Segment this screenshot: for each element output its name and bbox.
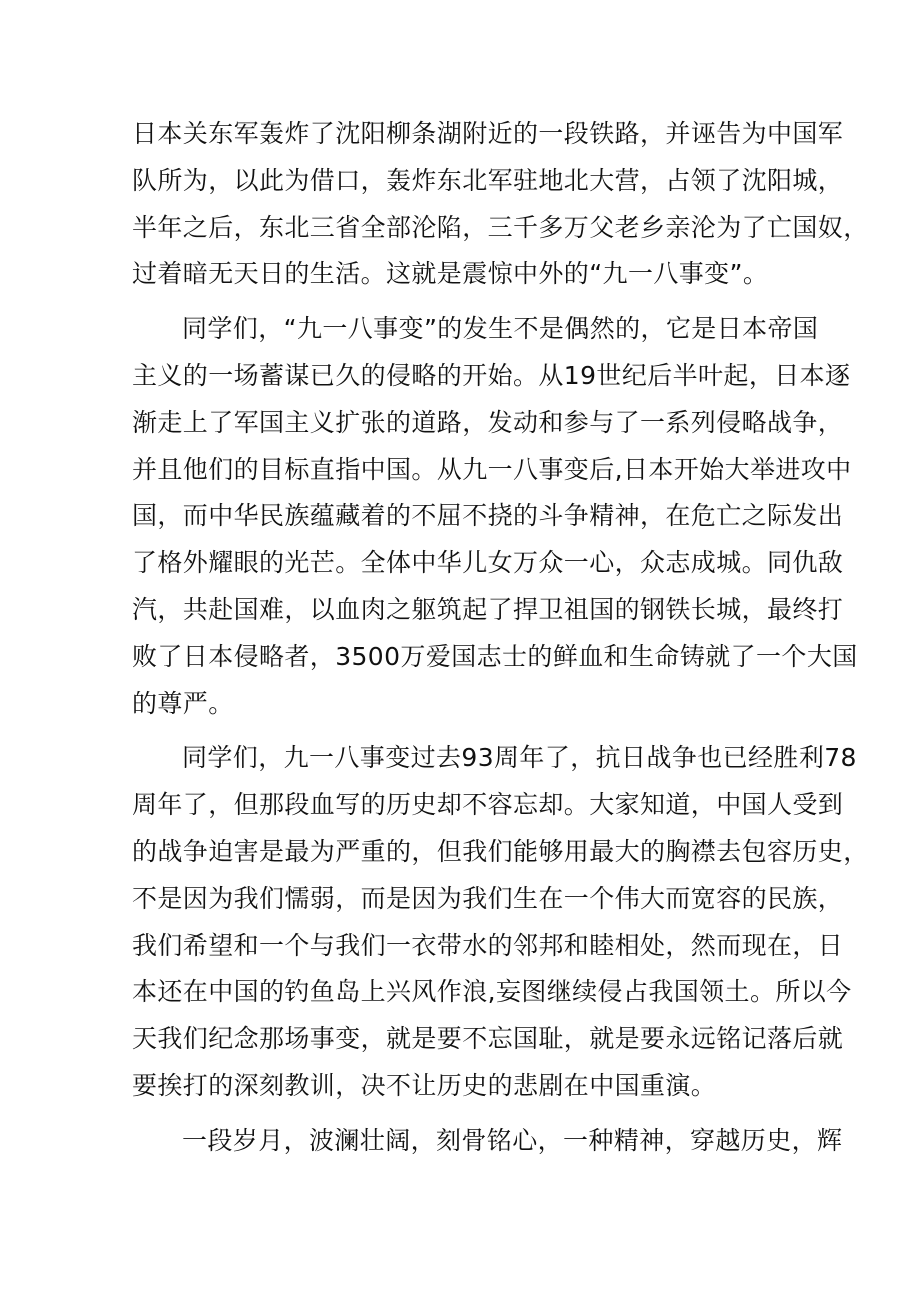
text-line: 同学们，九一八事变过去93周年了，抗日战争也已经胜利78 [182, 743, 857, 773]
text-line: 日本关东军轰炸了沈阳柳条湖附近的一段铁路，并诬告为中国军 [132, 119, 844, 148]
text-line: 渐走上了军国主义扩张的道路，发动和参与了一系列侵略战争， [132, 407, 844, 437]
paragraph [132, 1118, 843, 1165]
text-line: 要挨打的深刻教训，决不让历史的悲剧在中国重演。 [132, 1070, 717, 1100]
text-line: 一段岁月，波澜壮阔，刻骨铭心，一种精神，穿越历史，辉 [182, 1125, 843, 1155]
text-line: 半年之后，东北三省全部沦陷，三千多万父老乡亲沦为了亡国奴， [132, 212, 869, 242]
document-body [132, 111, 869, 1165]
text-line: 不是因为我们懦弱，而是因为我们生在一个伟大而宽容的民族， [132, 883, 844, 913]
text-line: 周年了，但那段血写的历史却不容忘却。大家知道，中国人受到 [132, 790, 844, 820]
paragraph [132, 735, 869, 1109]
text-line: 天我们纪念那场事变，就是要不忘国耻，就是要永远铭记落后就 [132, 1024, 844, 1054]
text-line: 队所为，以此为借口，轰炸东北军驻地北大营，占领了沈阳城， [132, 165, 844, 195]
text-line: 的尊严。 [132, 688, 234, 718]
text-line: 了格外耀眼的光芒。全体中华儿女万众一心，众志成城。同仇敌 [132, 548, 844, 578]
text-line: 并且他们的目标直指中国。从九一八事变后,日本开始大举进攻中 [132, 454, 852, 484]
text-line: 主义的一场蓄谋已久的侵略的开始。从19世纪后半叶起，日本逐 [132, 360, 851, 390]
text-line: 国，而中华民族蕴藏着的不屈不挠的斗争精神，在危亡之际发出 [132, 501, 844, 531]
text-line: 过着暗无天日的生活。这就是震惊中外的“九一八事变”。 [132, 259, 769, 289]
text-line: 本还在中国的钓鱼岛上兴风作浪,妄图继续侵占我国领土。所以今 [132, 977, 852, 1007]
text-line: 败了日本侵略者，3500万爱国志士的鲜血和生命铸就了一个大国 [132, 641, 858, 671]
paragraph [132, 111, 869, 298]
text-line: 我们希望和一个与我们一衣带水的邻邦和睦相处，然而现在，日 [132, 930, 844, 960]
paragraph [132, 306, 858, 727]
text-line: 同学们，“九一八事变”的发生不是偶然的，它是日本帝国 [182, 314, 819, 344]
text-line: 汽，共赴国难，以血肉之躯筑起了捍卫祖国的钢铁长城，最终打 [132, 594, 844, 624]
text-line: 的战争迫害是最为严重的，但我们能够用最大的胸襟去包容历史， [132, 836, 869, 866]
